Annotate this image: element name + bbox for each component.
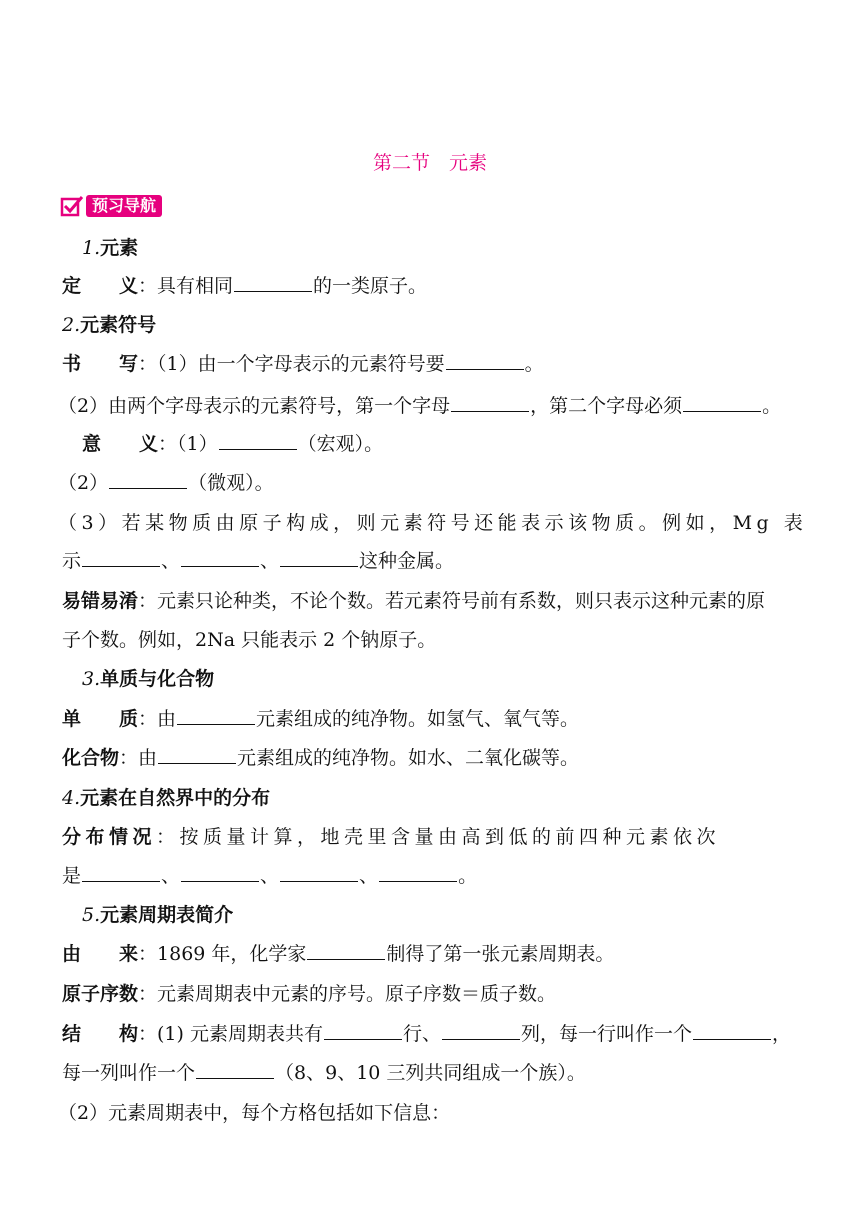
blank[interactable] — [280, 548, 358, 567]
atomic-number-line: 原子序数：元素周期表中元素的序号。原子序数＝质子数。 — [62, 983, 557, 1005]
blank[interactable] — [177, 706, 255, 725]
origin-line: 由 来：1869 年，化学家 制得了第一张元素周期表。 — [62, 943, 615, 965]
badge-label: 预习导航 — [86, 195, 162, 217]
meaning-line-1: 意 义：（1） （宏观）。 — [82, 433, 384, 455]
blank[interactable] — [82, 548, 160, 567]
section-4-heading: 4.元素在自然界中的分布 — [62, 787, 271, 809]
writing-line-1: 书 写：（1）由一个字母表示的元素符号要 。 — [62, 353, 544, 375]
meaning-line-3b: 示 、 、 这种金属。 — [62, 550, 455, 572]
checkbox-icon — [60, 195, 84, 217]
structure-line-3: （2）元素周期表中，每个方格包括如下信息： — [58, 1102, 451, 1124]
blank[interactable] — [109, 470, 187, 489]
definition-line: 定 义：具有相同 的一类原子。 — [62, 275, 428, 297]
blank[interactable] — [181, 548, 259, 567]
meaning-line-3: （3）若某物质由原子构成，则元素符号还能表示该物质。例如，Mg 表 — [58, 512, 808, 534]
preview-guide-badge — [60, 193, 162, 219]
tip-line-1: 易错易淆：元素只论种类，不论个数。若元素符号前有系数，则只表示这种元素的原 — [62, 590, 766, 612]
blank[interactable] — [158, 745, 236, 764]
structure-line-1: 结 构：(1) 元素周期表共有 行、 列，每一行叫作一个 ， — [62, 1023, 792, 1045]
blank[interactable] — [683, 393, 761, 412]
blank[interactable] — [196, 1060, 274, 1079]
compound-line: 化合物：由 元素组成的纯净物。如水、二氧化碳等。 — [62, 747, 580, 769]
blank[interactable] — [446, 351, 524, 370]
blank[interactable] — [451, 393, 529, 412]
distribution-line-1: 分布情况：按质量计算，地壳里含量由高到低的前四种元素依次 — [62, 826, 721, 848]
blank[interactable] — [379, 863, 457, 882]
section-1-heading: 1.元素 — [82, 237, 139, 259]
blank[interactable] — [82, 863, 160, 882]
blank[interactable] — [234, 273, 312, 292]
blank[interactable] — [307, 941, 385, 960]
section-5-heading: 5.元素周期表简介 — [82, 904, 234, 926]
tip-line-2: 子个数。例如，2Na 只能表示 2 个钠原子。 — [62, 629, 437, 651]
blank[interactable] — [442, 1021, 520, 1040]
blank[interactable] — [693, 1021, 771, 1040]
section-2-heading: 2.元素符号 — [62, 314, 157, 336]
page-title: 第二节 元素 — [372, 152, 487, 174]
blank[interactable] — [324, 1021, 402, 1040]
meaning-line-2: （2） （微观）。 — [58, 472, 274, 494]
blank[interactable] — [280, 863, 358, 882]
structure-line-2: 每一列叫作一个 （8、9、10 三列共同组成一个族）。 — [62, 1062, 586, 1084]
element-line: 单 质：由 元素组成的纯净物。如氢气、氧气等。 — [62, 708, 580, 730]
section-3-heading: 3.单质与化合物 — [82, 668, 215, 690]
writing-line-2: （2）由两个字母表示的元素符号，第一个字母 ，第二个字母必须 。 — [58, 395, 782, 417]
distribution-line-2: 是 、 、 、 。 — [62, 865, 478, 887]
blank[interactable] — [181, 863, 259, 882]
blank[interactable] — [219, 431, 297, 450]
